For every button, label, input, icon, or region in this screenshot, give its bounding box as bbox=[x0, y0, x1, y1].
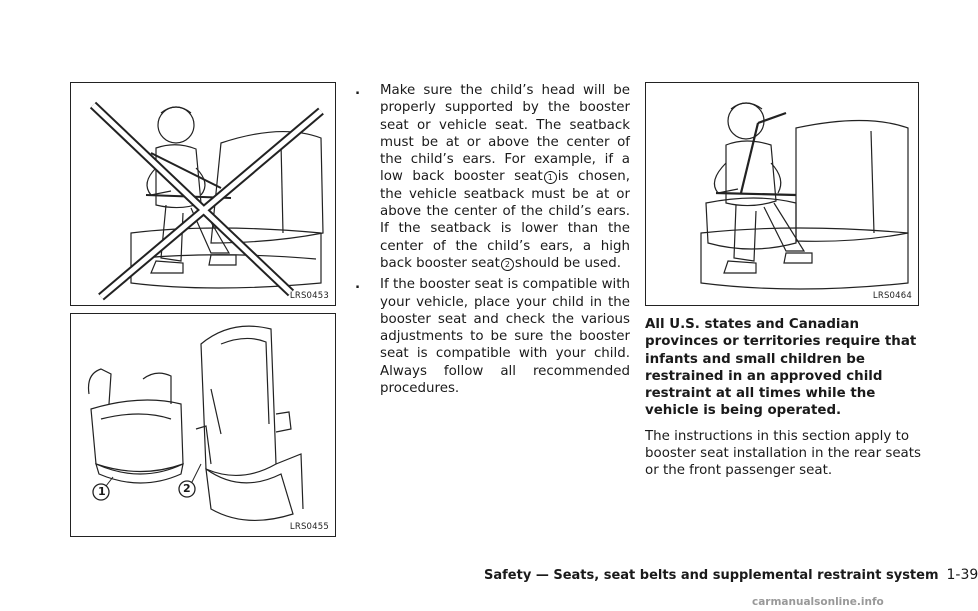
figure-child-on-booster bbox=[645, 82, 919, 306]
bullet-head-support bbox=[354, 82, 630, 272]
right-column bbox=[645, 316, 921, 488]
instructions-paragraph: The instructions in this section apply to booster seat installation in the rear seats or the front passenger seat. bbox=[645, 428, 921, 479]
middle-column bbox=[354, 82, 630, 401]
section-title: Safety — Seats, seat belts and supplemental restraint system bbox=[484, 568, 939, 583]
bullet-text-b: is chosen, the vehicle seatback must be at or above the center of the child’s ears. If the seatback is lower than the center of the child’s ears, a high back booster seat bbox=[380, 169, 630, 271]
bullet-text-c: should be used. bbox=[514, 255, 621, 271]
child-on-booster-seat-icon bbox=[646, 83, 918, 305]
figure-code: LRS0455 bbox=[289, 522, 329, 532]
bullet-text-a: Make sure the child’s head will be properly supported by the booster seat or vehicle seat. The seatback must be at or above the center of the child’s ears. For example, if a low back booster seat bbox=[380, 83, 630, 185]
booster-seats-icon bbox=[71, 314, 335, 536]
ref-circle-2: 2 bbox=[501, 258, 514, 271]
figure-child-without-booster bbox=[70, 82, 336, 306]
ref-circle-1: 1 bbox=[544, 171, 557, 184]
figure-code: LRS0464 bbox=[872, 291, 912, 301]
page-footer bbox=[484, 567, 978, 583]
bullet-marker: . bbox=[355, 277, 361, 293]
callout-2-label: 2 bbox=[183, 482, 191, 495]
watermark: carmanualsonline.info bbox=[752, 596, 884, 608]
callout-1-label: 1 bbox=[98, 485, 106, 498]
figure-booster-seat-types bbox=[70, 313, 336, 537]
bullet-compatibility bbox=[354, 276, 630, 397]
legal-requirement-paragraph: All U.S. states and Canadian provinces or territories require that infants and small children be restrained in an approved child restraint at all times while the vehicle is being operated. bbox=[645, 317, 917, 419]
bullet-marker: . bbox=[355, 83, 361, 98]
bullet-text: If the booster seat is compatible with your vehicle, place your child in the booster seat and check the various adjustments to be sure the booster seat is compatible with your child. Always follow all recommended procedures. bbox=[380, 277, 630, 397]
child-in-seat-crossed-out-icon bbox=[71, 83, 335, 305]
figure-code: LRS0453 bbox=[289, 291, 329, 301]
page-number: 1-39 bbox=[946, 567, 978, 583]
